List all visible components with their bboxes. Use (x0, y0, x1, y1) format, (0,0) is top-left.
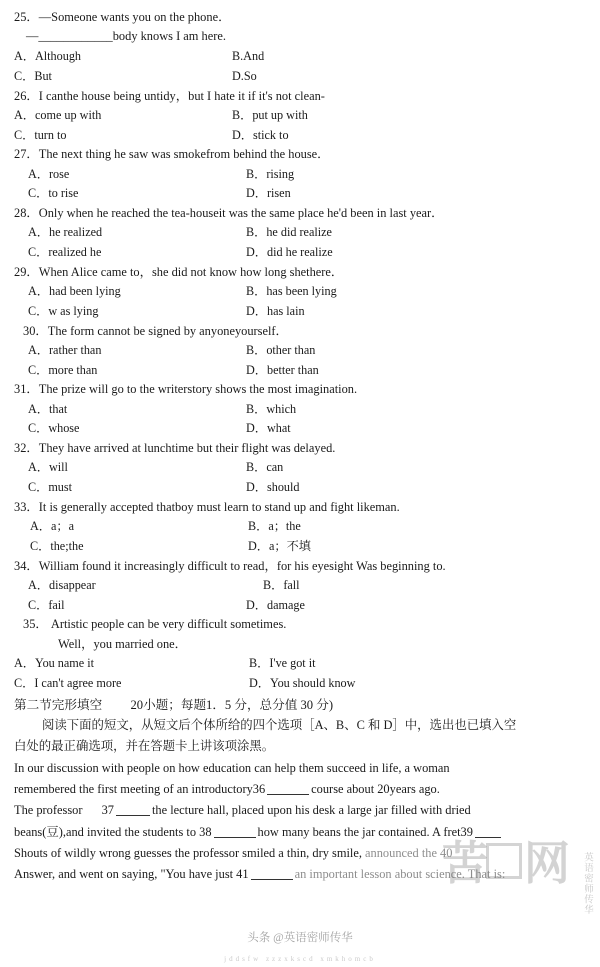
option-c[interactable]: C．realized he (28, 245, 102, 260)
watermark-tiny-text: jddsfw zzzxkscd xmkhomcb (224, 955, 376, 963)
question-text: I canthe house being untidy，but I hate it if it's not clean- (38, 88, 325, 103)
option-d[interactable]: D．did he realize (246, 245, 333, 260)
section-heading (14, 695, 586, 715)
question-stem (14, 8, 586, 27)
option-b[interactable]: B．put up with (232, 107, 308, 122)
cloze-blank-36[interactable] (267, 782, 309, 795)
passage-text: remembered the first meeting of an introductory36 (14, 782, 266, 797)
option-row (14, 67, 586, 87)
option-b[interactable]: B．he did realize (246, 225, 332, 240)
question-number: 26． (14, 88, 39, 103)
question-number: 27． (14, 147, 39, 162)
option-a[interactable]: A．a；a (30, 519, 74, 534)
cloze-number-37: 37 (101, 803, 114, 818)
option-row (14, 419, 586, 439)
watermark-side-text: 英语密师传华 (582, 852, 592, 915)
cloze-passage-line (14, 864, 586, 885)
option-row (14, 106, 586, 126)
option-d[interactable]: D．has lain (246, 303, 305, 318)
option-b[interactable]: B．rising (246, 166, 295, 181)
question-stem (14, 87, 586, 106)
question-block (14, 380, 586, 439)
option-b[interactable]: B．other than (246, 342, 316, 357)
question-block (14, 498, 586, 557)
option-row (14, 282, 586, 302)
option-b[interactable]: B．a；the (248, 519, 301, 534)
option-d[interactable]: D．what (246, 421, 291, 436)
section-meta: 20小题；每题1．5 分，总分值 30 分) (130, 697, 334, 712)
option-row (14, 126, 586, 146)
cloze-instruction-2: 白处的最正确选项，并在答题卡上讲该项涂黑。 (14, 739, 275, 754)
option-d[interactable]: D．should (246, 480, 300, 495)
section-title: 第二节完形填空 (14, 697, 103, 712)
option-row (14, 184, 586, 204)
question-text: The prize will go to the writerstory shows the most imagination. (38, 382, 358, 397)
option-row (14, 537, 586, 557)
option-d[interactable]: D．You should know (249, 676, 356, 691)
option-row (14, 674, 586, 694)
cloze-blank-37[interactable] (116, 804, 150, 817)
question-stem (14, 204, 586, 223)
question-block (14, 557, 586, 616)
option-a[interactable]: A．disappear (28, 577, 96, 592)
option-c[interactable]: C．more than (28, 362, 98, 377)
question-text: William found it increasingly difficult to read，for his eyesight Was beginning to. (38, 558, 446, 573)
option-d[interactable]: D.So (232, 68, 257, 83)
option-a[interactable]: A．rather than (28, 342, 102, 357)
option-a[interactable]: A．You name it (14, 656, 95, 671)
question-stem (14, 615, 586, 634)
question-text: It is generally accepted thatboy must learn to stand up and fight likeman. (38, 499, 400, 514)
option-c[interactable]: C．whose (28, 421, 80, 436)
question-number: 32． (14, 441, 39, 456)
cloze-passage-line: In our discussion with people on how education can help them succeed in life, a woman (14, 760, 450, 775)
question-block (14, 8, 586, 87)
option-b[interactable]: B．has been lying (246, 284, 337, 299)
question-stem-line2: —____________body knows I am here. (26, 29, 226, 44)
watermark-char-1: 苦 (442, 838, 488, 889)
option-a[interactable]: A．had been lying (28, 284, 121, 299)
question-block (14, 87, 586, 146)
passage-text: course about 20years ago. (311, 782, 440, 797)
cloze-passage-line (14, 822, 586, 843)
option-row (14, 458, 586, 478)
question-number: 25． (14, 10, 39, 24)
question-number: 29． (14, 264, 39, 279)
question-stem (14, 557, 586, 576)
question-stem (14, 322, 586, 341)
passage-text-faded: an important lesson about science. That is: (294, 867, 506, 882)
watermark-char-2: 网 (524, 838, 570, 889)
option-row (14, 478, 586, 498)
option-c[interactable]: C．But (14, 68, 52, 83)
cloze-blank-39[interactable] (475, 825, 501, 838)
passage-text: beans(豆),and invited the students to 38 (14, 824, 212, 839)
question-number: 30． (23, 323, 48, 338)
option-a[interactable]: A．come up with (14, 107, 102, 122)
question-number: 31． (14, 382, 39, 397)
option-a[interactable]: A．rose (28, 166, 70, 181)
question-text: They have arrived at lunchtime but their flight was delayed. (38, 441, 336, 456)
option-row (14, 517, 586, 537)
question-text: When Alice came to，she did not know how long shethere． (38, 264, 344, 279)
passage-text: The professor (14, 803, 83, 818)
option-a[interactable]: A．that (28, 401, 68, 416)
question-number: 34． (14, 558, 39, 573)
question-stem-line2: Well，you married one． (58, 636, 188, 651)
option-row (14, 341, 586, 361)
cloze-blank-41[interactable] (251, 868, 293, 881)
question-stem (14, 263, 586, 282)
option-c[interactable]: C．to rise (28, 186, 79, 201)
option-d[interactable]: D．a；不填 (248, 538, 311, 553)
cloze-passage-line (14, 800, 586, 821)
option-b[interactable]: B.And (232, 49, 265, 64)
cloze-passage-line (14, 779, 586, 800)
passage-text-faded: announced the 40 (365, 846, 453, 861)
passage-text: how many beans the jar contained. A fret39 (257, 824, 473, 839)
cloze-passage-line (14, 843, 586, 864)
passage-text: Shouts of wildly wrong guesses the professor smiled a thin, dry smile, (14, 846, 366, 861)
option-c[interactable]: C．turn to (14, 127, 67, 142)
question-text: Artistic people can be very difficult sometimes. (50, 617, 287, 632)
question-block (14, 439, 586, 498)
question-text: Only when he reached the tea-houseit was the same place he'd been in last year． (38, 206, 444, 221)
option-row (14, 47, 586, 67)
question-block (14, 615, 586, 694)
cloze-blank-38[interactable] (214, 825, 256, 838)
watermark-footer: 头条 @英语密师传华 (247, 932, 353, 944)
question-stem (14, 498, 586, 517)
option-c[interactable]: C．the;the (30, 538, 84, 553)
option-row (14, 654, 586, 674)
option-b[interactable]: B．can (246, 460, 284, 475)
option-b[interactable]: B．fall (263, 577, 300, 592)
option-row (14, 302, 586, 322)
question-stem (14, 439, 586, 458)
option-row (14, 243, 586, 263)
question-block (14, 322, 586, 381)
question-text: —Someone wants you on the phone． (38, 10, 231, 24)
option-d[interactable]: D．better than (246, 362, 319, 377)
question-block (14, 204, 586, 263)
passage-text: Answer, and went on saying, "You have just 41 (14, 867, 249, 882)
option-b[interactable]: B．I've got it (249, 656, 316, 671)
question-block (14, 263, 586, 322)
question-text: The form cannot be signed by anyoneyourself． (47, 323, 288, 338)
question-stem (14, 145, 586, 164)
option-b[interactable]: B．which (246, 401, 297, 416)
option-row (14, 165, 586, 185)
option-a[interactable]: A．he realized (28, 225, 103, 240)
option-row (14, 361, 586, 381)
option-a[interactable]: A．Although (14, 49, 82, 64)
option-c[interactable]: C．fail (28, 597, 65, 612)
option-row (14, 223, 586, 243)
question-stem (14, 380, 586, 399)
option-row (14, 400, 586, 420)
question-number: 35． (23, 617, 48, 632)
cloze-instruction-1: 阅读下面的短文，从短文后个体所给的四个选项［A、B、C 和 D］中，选出也已填入空 (42, 718, 517, 733)
option-a[interactable]: A．will (28, 460, 68, 475)
question-block (14, 145, 586, 204)
option-row (14, 596, 586, 616)
option-c[interactable]: C．I can't agree more (14, 676, 122, 691)
option-d[interactable]: D．risen (246, 186, 291, 201)
question-number: 28． (14, 206, 39, 221)
option-row (14, 576, 586, 596)
question-number: 33． (14, 499, 39, 514)
option-c[interactable]: C．w as lying (28, 303, 99, 318)
option-d[interactable]: D．damage (246, 597, 305, 612)
option-c[interactable]: C．must (28, 480, 73, 495)
option-d[interactable]: D．stick to (232, 127, 289, 142)
passage-text: the lecture hall, placed upon his desk a large jar filled with dried (151, 803, 471, 818)
question-text: The next thing he saw was smokefrom behind the house． (38, 147, 330, 162)
